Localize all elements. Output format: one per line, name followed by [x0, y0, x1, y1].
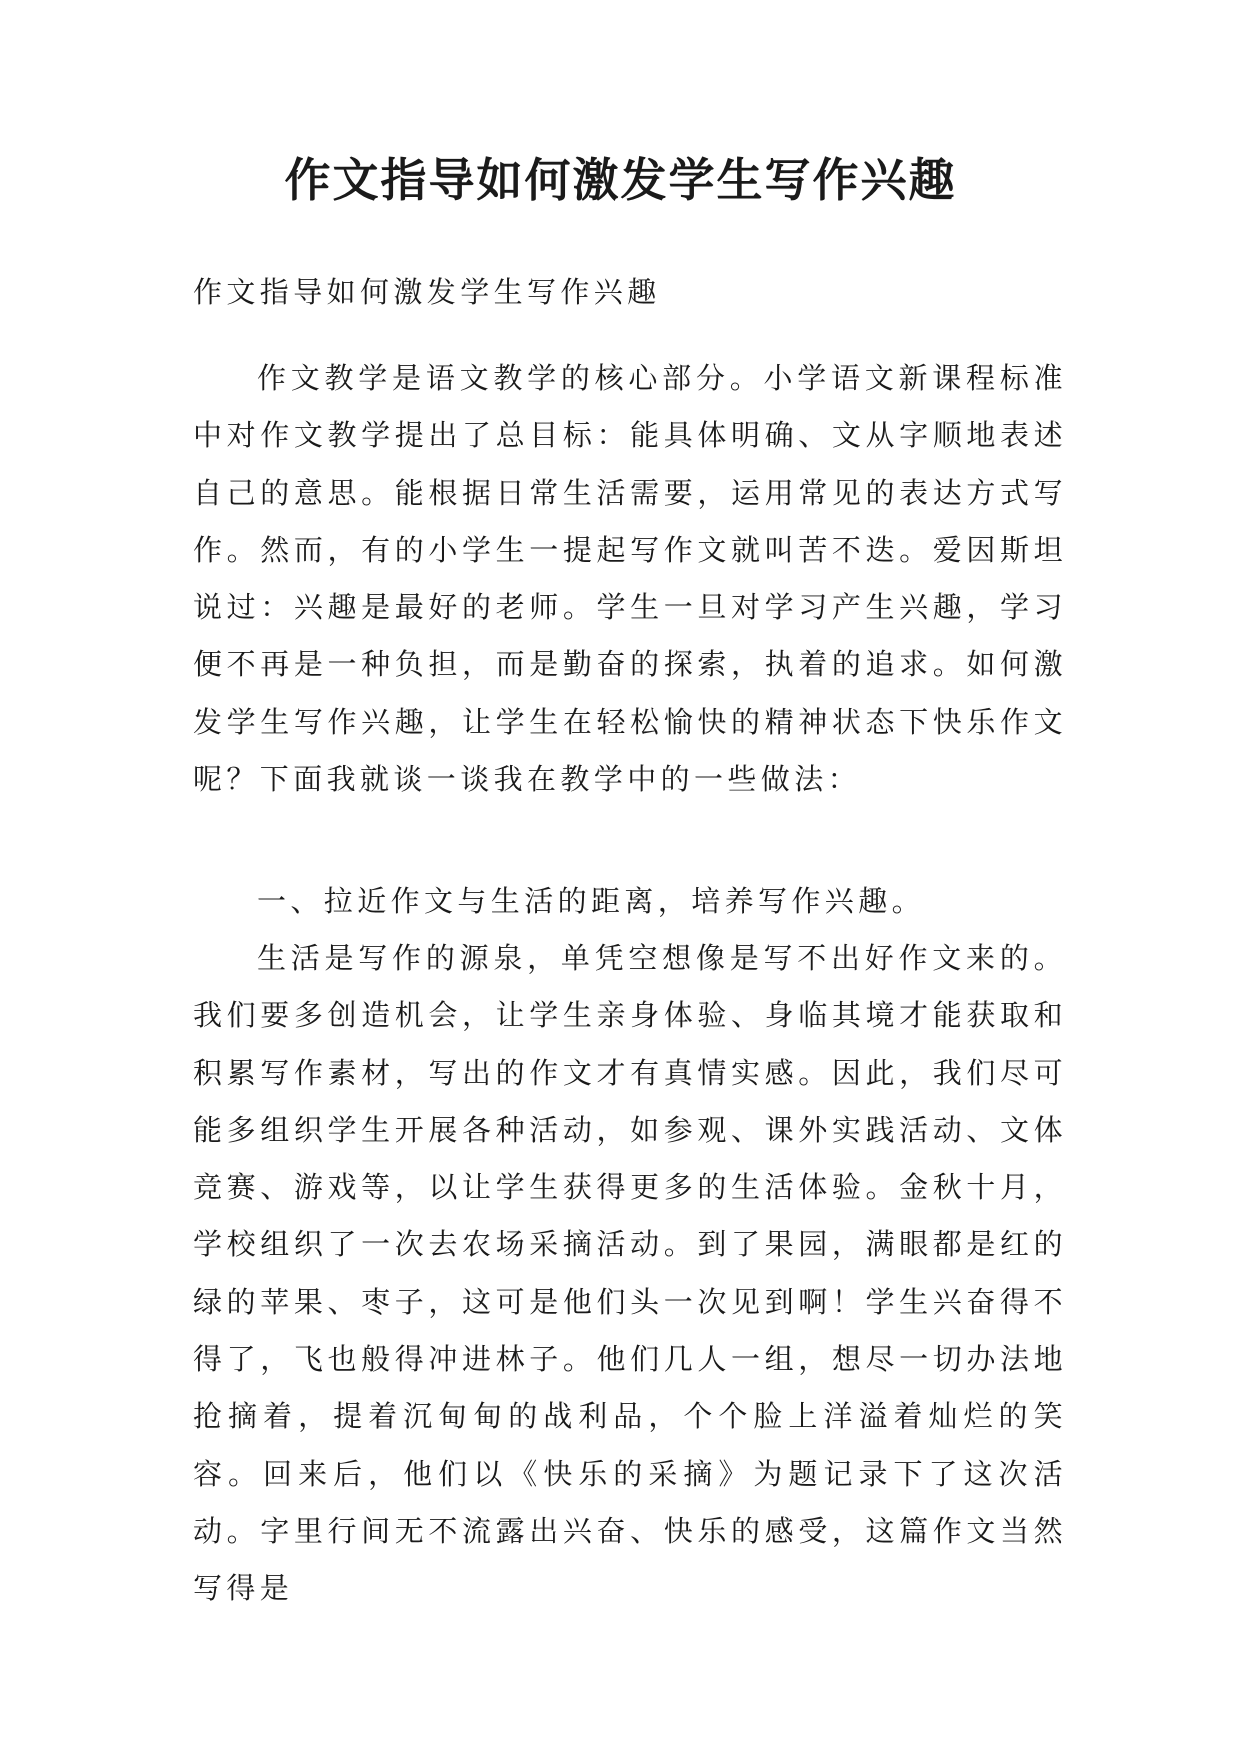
section-heading-1: 一、拉近作文与生活的距离，培养写作兴趣。	[257, 884, 926, 918]
paragraph-section-1: 生活是写作的源泉，单凭空想像是写不出好作文来的。我们要多创造机会，让学生亲身体验、身临其境才能获取和积累写作素材，写出的作文才有真情实感。因此，我们尽可能多组织学生开展各种活动，如参观、课外实践活动、文体竞赛、游戏等，以让学生获得更多的生活体验。金秋十月，学校组织了一次去农场采摘活动。到了果园，满眼都是红的绿的苹果、枣子，这可是他们头一次见到啊！学生兴奋得不得了，飞也般得冲进林子。他们几人一组，想尽一切办法地抢摘着，提着沉甸甸的战利品，个个脸上洋溢着灿烂的笑容。回来后，他们以《快乐的采摘》为题记录下了这次活动。字里行间无不流露出兴奋、快乐的感受，这篇作文当然写得是	[193, 941, 1067, 1606]
paragraph-intro: 作文教学是语文教学的核心部分。小学语文新课程标准中对作文教学提出了总目标：能具体明确、文从字顺地表述自己的意思。能根据日常生活需要，运用常见的表达方式写作。然而，有的小学生一提起写作文就叫苦不迭。爱因斯坦说过：兴趣是最好的老师。学生一旦对学习产生兴趣，学习便不再是一种负担，而是勤奋的探索，执着的追求。如何激发学生写作兴趣，让学生在轻松愉快的精神状态下快乐作文呢？下面我就谈一谈我在教学中的一些做法：	[193, 361, 1067, 797]
document-title: 作文指导如何激发学生写作兴趣	[284, 153, 957, 207]
document-subtitle: 作文指导如何激发学生写作兴趣	[193, 275, 661, 309]
